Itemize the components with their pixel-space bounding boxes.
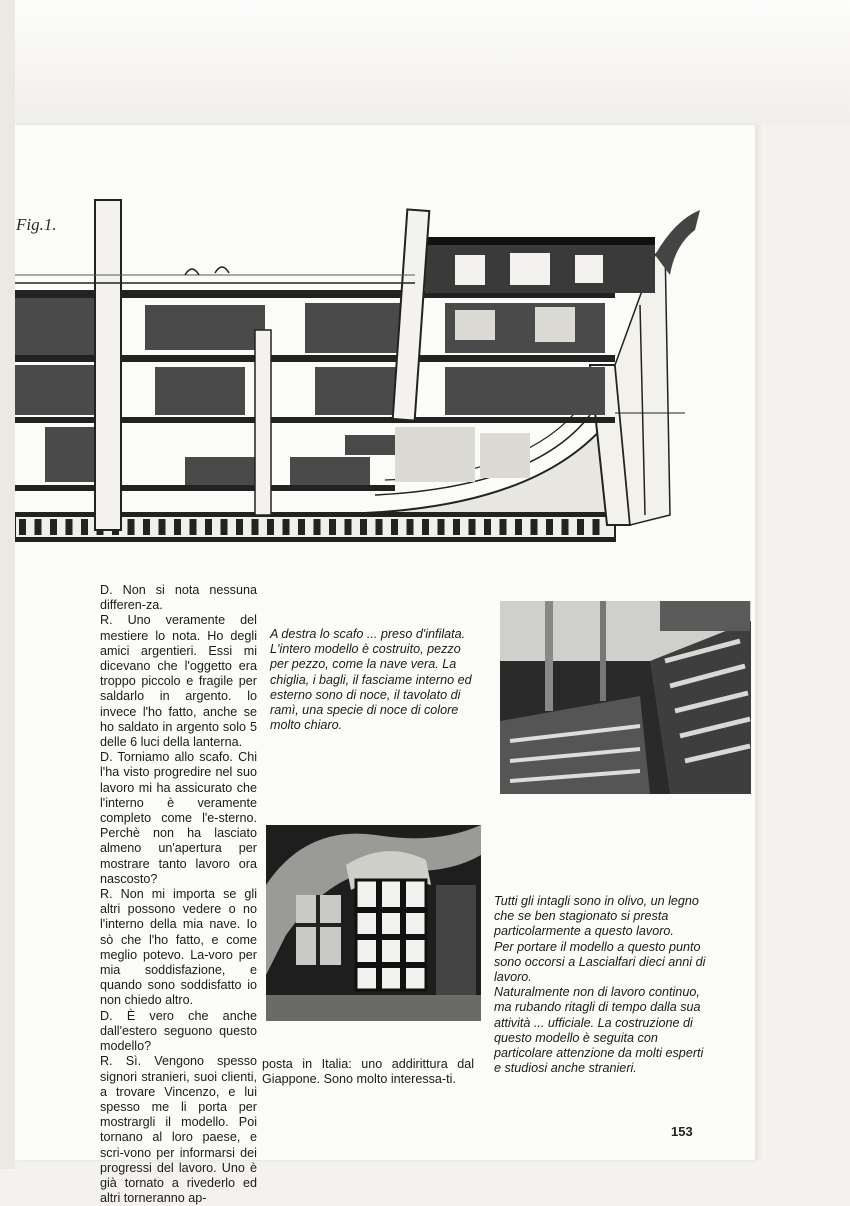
paragraph: R. Non mi importa se gli altri possono vedere o no l'interno della mia nave. Io sò che l'ho fatto, e come meglio potevo. La-voro per mia soddisfazione, e quando sono soddisfatto io non chiedo altro. [100,887,257,1008]
paragraph: posta in Italia: uno addirittura dal Giappone. Sono molto interessa-ti. [262,1057,474,1087]
carved-window-photo [266,825,481,1021]
paragraph: R. Sì. Vengono spesso signori stranieri, suoi clienti, a trovare Vincenzo, e lui spesso me li porta per mostrargli il modello. Poi tornano al loro paese, e scri-vono per informarsi dei progressi del lavoro. Uno è già tornato a rivederlo ed altri torneranno ap- [100,1054,257,1206]
paragraph: R. Uno veramente del mestiere lo nota. Ho degli amici argentieri. Essi mi dicevano che l'oggetto era troppo piccolo e fragile per saldarlo in argento. lo invece l'ho fatto, anche se ho saldato in argento solo 5 delle 6 luci della lanterna. [100,613,257,750]
carving-caption [494,894,706,1076]
page-top-background [0,0,850,125]
interview-text-column [100,583,257,1206]
caption-paragraph: Naturalmente non di lavoro continuo, ma rubando ritagli di tempo dalla sua attività ... ufficiale. La costruzione di questo modello è seguita con particolare attenzione da molti esperti e studiosi anche stranieri. [494,985,704,1076]
caption-paragraph: Tutti gli intagli sono in olivo, un legno che se ben stagionato si presta particolarmente a questo lavoro. [494,894,699,939]
paragraph: D. Non si nota nessuna differen-za. [100,583,257,613]
hull-caption: A destra lo scafo ... preso d'infilata. L'intero modello è costruito, pezzo per pezzo, come la nave vera. La chiglia, i bagli, il fasciame interno ed esterno sono di noce, il tavolato di ramì, una specie di noce di colore molto chiaro. [270,627,472,733]
ship-cross-section-figure [15,195,710,560]
paragraph: D. Torniamo allo scafo. Chi l'ha visto progredire nel suo lavoro mi ha assicurato che l'interno è veramente completo come l'e-sterno. Perchè non ha lasciato almeno un'apertura per mostrare tanto lavoro ora nascosto? [100,750,257,886]
interview-text-continuation [262,1057,474,1087]
caption-paragraph: Per portare il modello a questo punto sono occorsi a Lascialfari dieci anni di lavoro. [494,939,706,985]
paragraph: D. È vero che anche dall'estero seguono questo modello? [100,1008,257,1054]
page-edge [755,125,765,1160]
figure-label: Fig.1. [16,215,57,234]
hull-deck-photo [500,601,751,794]
page-left-background [0,0,15,1169]
page-number: 153 [671,1124,693,1139]
